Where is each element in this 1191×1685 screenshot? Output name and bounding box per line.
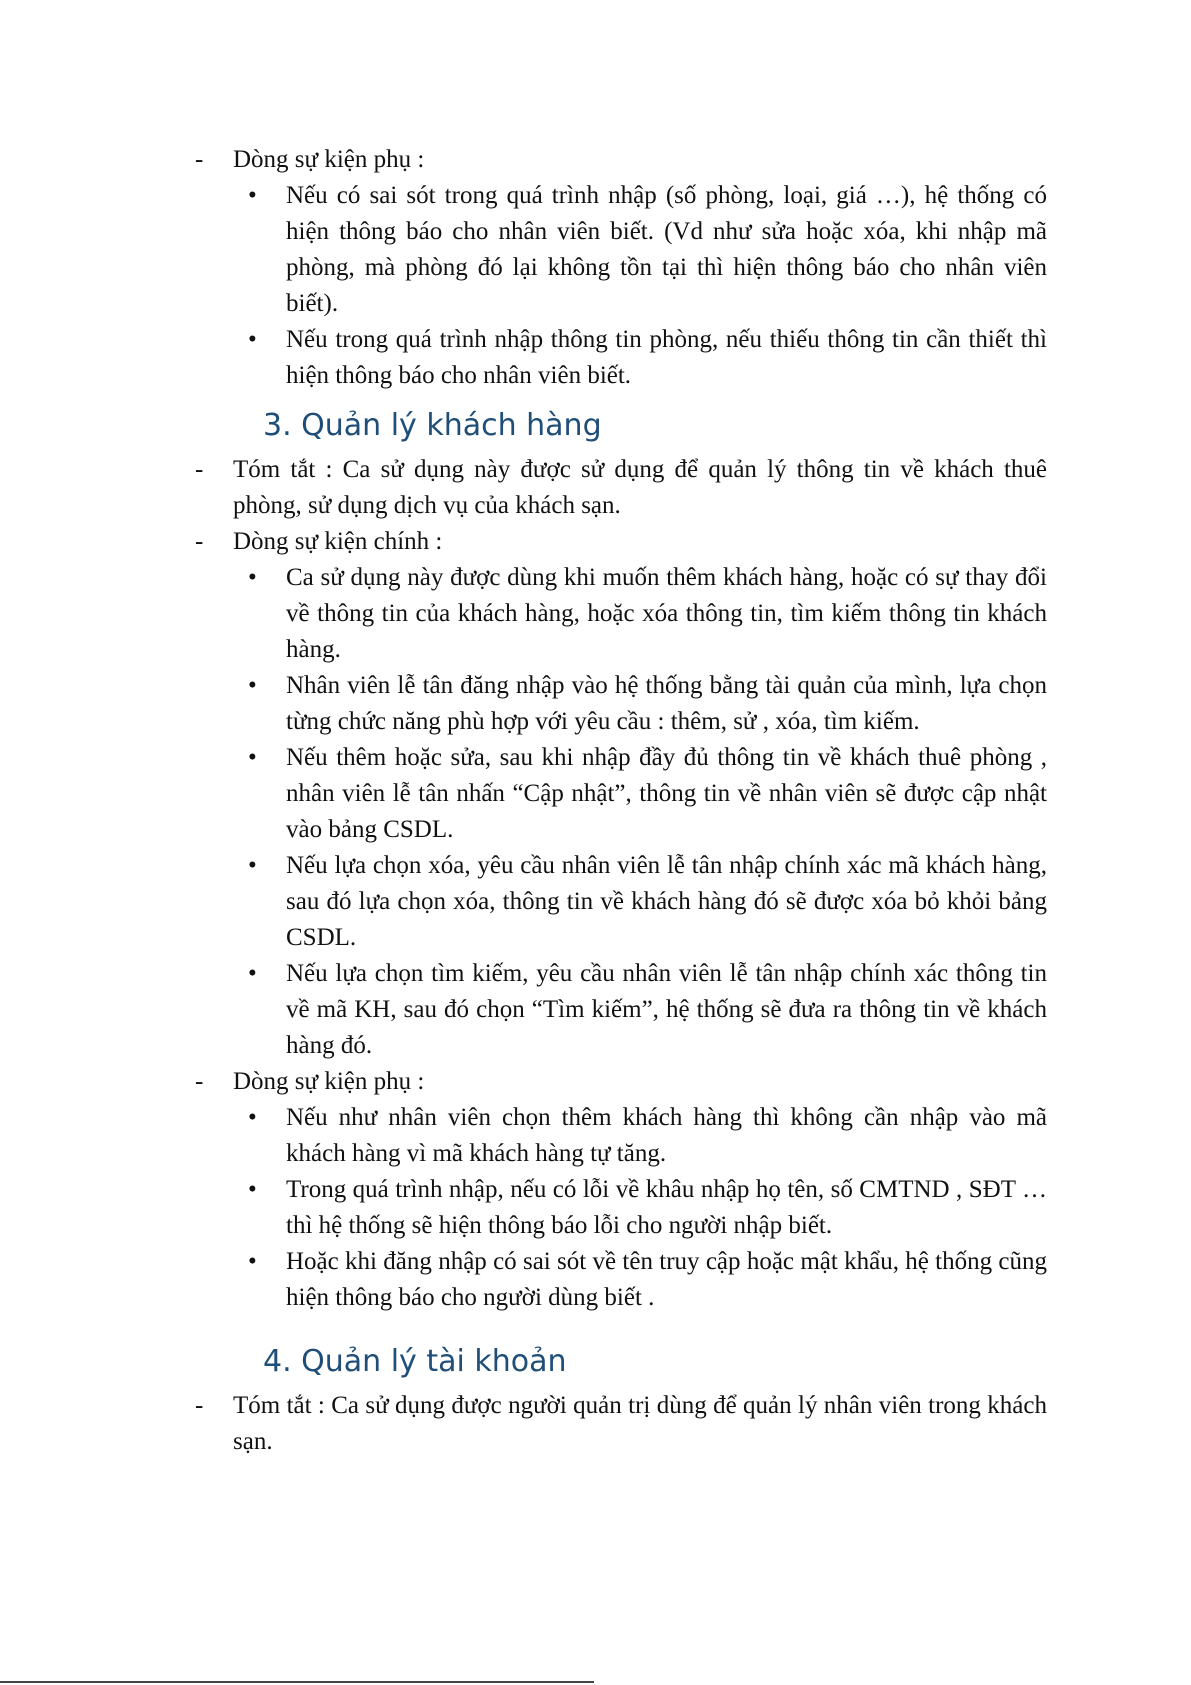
section-heading-customer-management: 3. Quản lý khách hàng xyxy=(263,408,602,443)
list-item-text: Nếu thêm hoặc sửa, sau khi nhập đầy đủ thông tin về khách thuê phòng , nhân viên lễ tân nhấn “Cập nhật”, thông tin về nhân viên sẽ được cập nhật vào bảng CSDL. xyxy=(286,744,1047,843)
list-item-text: Hoặc khi đăng nhập có sai sót về tên truy cập hoặc mật khẩu, hệ thống cũng hiện thông báo cho người dùng biết . xyxy=(286,1248,1047,1311)
bullet-marker: • xyxy=(248,326,257,353)
bullet-marker: • xyxy=(248,960,257,987)
list-item-text: Nhân viên lễ tân đăng nhập vào hệ thống bằng tài quản của mình, lựa chọn từng chức năng phù hợp với yêu cầu : thêm, sử , xóa, tìm kiếm. xyxy=(286,672,1047,735)
list-item xyxy=(248,956,1047,1064)
dash-marker: - xyxy=(195,456,204,483)
alt-flow-label: Dòng sự kiện phụ : xyxy=(233,146,425,173)
list-item-text: Nếu lựa chọn tìm kiếm, yêu cầu nhân viên lễ tân nhập chính xác thông tin về mã KH, sau đó chọn “Tìm kiếm”, hệ thống sẽ đưa ra thông tin về khách hàng đó. xyxy=(286,960,1047,1059)
dash-marker: - xyxy=(195,146,204,173)
list-item-text: Nếu như nhân viên chọn thêm khách hàng thì không cần nhập vào mã khách hàng vì mã khách hàng tự tăng. xyxy=(286,1104,1047,1167)
bullet-marker: • xyxy=(248,744,257,771)
list-item-text: Trong quá trình nhập, nếu có lỗi về khâu nhập họ tên, số CMTND , SĐT … thì hệ thống sẽ hiện thông báo lỗi cho người nhập biết. xyxy=(286,1176,1047,1239)
summary-item xyxy=(195,452,1047,524)
alt-flow-list xyxy=(248,178,1047,394)
bullet-marker: • xyxy=(248,182,257,209)
section-heading-account-management: 4. Quản lý tài khoản xyxy=(263,1344,567,1379)
document-body xyxy=(195,142,1047,1460)
summary-text: Tóm tắt : Ca sử dụng này được sử dụng để quản lý thông tin về khách thuê phòng, sử dụng dịch vụ của khách sạn. xyxy=(233,456,1047,519)
main-flow-item xyxy=(195,524,1047,560)
dash-marker: - xyxy=(195,528,204,555)
bullet-marker: • xyxy=(248,1104,257,1131)
bullet-marker: • xyxy=(248,852,257,879)
dash-marker: - xyxy=(195,1392,204,1419)
alt-flow-label: Dòng sự kiện phụ : xyxy=(233,1068,425,1095)
list-item xyxy=(248,560,1047,668)
alt-flow-item xyxy=(195,1064,1047,1100)
list-item-text: Ca sử dụng này được dùng khi muốn thêm khách hàng, hoặc có sự thay đổi về thông tin của khách hàng, hoặc xóa thông tin, tìm kiếm thông tin khách hàng. xyxy=(286,564,1047,663)
list-item xyxy=(248,668,1047,740)
alt-flow-list xyxy=(248,1100,1047,1316)
list-item-text: Nếu lựa chọn xóa, yêu cầu nhân viên lễ tân nhập chính xác mã khách hàng, sau đó lựa chọn xóa, thông tin về khách hàng đó sẽ được xóa bỏ khỏi bảng CSDL. xyxy=(286,852,1047,951)
list-item-text: Nếu có sai sót trong quá trình nhập (số phòng, loại, giá …), hệ thống có hiện thông báo cho nhân viên biết. (Vd như sửa hoặc xóa, khi nhập mã phòng, mà phòng đó lại không tồn tại thì hiện thông báo cho nhân viên biết). xyxy=(286,182,1047,317)
summary-item xyxy=(195,1388,1047,1460)
dash-marker: - xyxy=(195,1068,204,1095)
list-item xyxy=(248,1244,1047,1316)
main-flow-label: Dòng sự kiện chính : xyxy=(233,528,443,555)
list-item-text: Nếu trong quá trình nhập thông tin phòng, nếu thiếu thông tin cần thiết thì hiện thông báo cho nhân viên biết. xyxy=(286,326,1047,389)
main-flow-list xyxy=(248,560,1047,1064)
bullet-marker: • xyxy=(248,1176,257,1203)
page-bottom-rule xyxy=(0,1681,594,1683)
alt-flow-item xyxy=(195,142,1047,178)
list-item xyxy=(248,178,1047,322)
bullet-marker: • xyxy=(248,564,257,591)
list-item xyxy=(248,848,1047,956)
list-item xyxy=(248,322,1047,394)
list-item xyxy=(248,1172,1047,1244)
list-item xyxy=(248,1100,1047,1172)
bullet-marker: • xyxy=(248,1248,257,1275)
list-item xyxy=(248,740,1047,848)
summary-text: Tóm tắt : Ca sử dụng được người quản trị dùng để quản lý nhân viên trong khách sạn. xyxy=(233,1392,1047,1455)
bullet-marker: • xyxy=(248,672,257,699)
